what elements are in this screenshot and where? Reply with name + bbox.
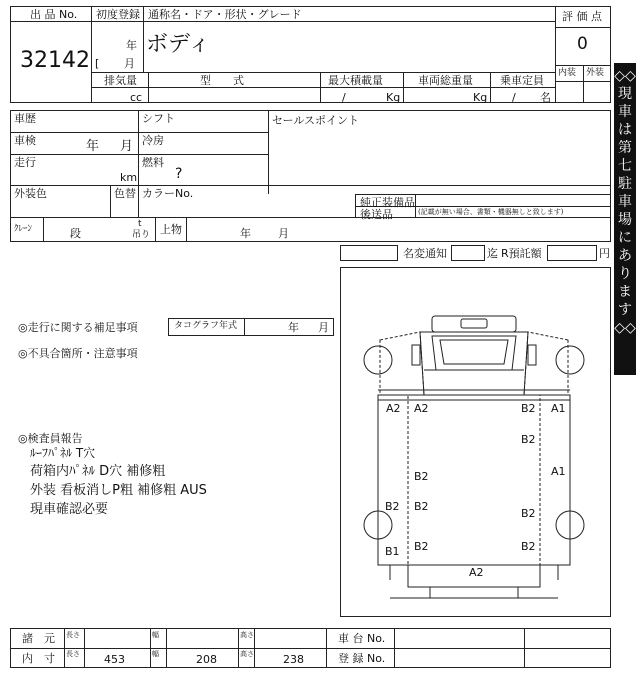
report-line-2: 荷箱内ﾊﾟﾈﾙ D穴 補修粗 [30, 464, 166, 479]
height-label: 高さ [240, 631, 254, 639]
max-load-slash: / [342, 91, 346, 104]
upper-body-year: 年 [240, 227, 251, 240]
yen-unit: 円 [599, 247, 610, 260]
model-label: 型 式 [200, 74, 244, 87]
name-change-label: 名変通知 [403, 247, 447, 260]
displacement-label: 排気量 [104, 74, 137, 87]
damage-mark: B2 [414, 540, 429, 553]
report-line-4: 現車確認必要 [30, 502, 109, 517]
inspection-month: 月 [120, 139, 134, 154]
fuel-label: 燃料 [142, 156, 164, 169]
upper-body-label: 上物 [160, 223, 182, 236]
registration-no-label: 登 録 No. [338, 652, 386, 665]
length-label: 長さ [66, 650, 80, 658]
tachograph-month: 月 [318, 321, 329, 334]
height-label: 高さ [240, 650, 254, 658]
recycle-deposit-box [547, 245, 597, 261]
ac-label: 冷房 [142, 134, 164, 147]
interior-score-label: 内装 [558, 68, 577, 78]
report-line-1: ﾙｰﾌﾊﾟﾈﾙ T穴 [30, 446, 96, 460]
damage-mark: A1 [551, 465, 566, 478]
car-name-value: ボディ [146, 32, 211, 57]
lot-number: 32142 [20, 48, 90, 73]
inner-length-value: 453 [104, 653, 125, 666]
damage-mark: B2 [521, 402, 536, 415]
chassis-no-label: 車 台 No. [338, 632, 386, 645]
defect-notes-label: ◎不具合箇所・注意事項 [18, 347, 138, 360]
capacity-label: 乗車定員 [500, 74, 544, 87]
displacement-unit: cc [130, 91, 143, 104]
damage-mark: B1 [385, 545, 400, 558]
exterior-color-label: 外装色 [14, 187, 47, 200]
mileage-unit: km [120, 171, 138, 184]
color-no-label: カラーNo. [142, 187, 194, 200]
inner-height-value: 238 [283, 653, 304, 666]
tachograph-label: タコグラフ年式 [174, 321, 238, 331]
sales-point-label: セールスポイント [272, 114, 360, 127]
later-items-label: 後送品 [360, 208, 393, 221]
vehicle-diagram-frame [340, 267, 611, 617]
damage-mark: B2 [521, 433, 536, 446]
name-change-box [451, 245, 485, 261]
width-label: 幅 [152, 631, 159, 639]
inspection-year: 年 [86, 139, 100, 154]
width-label: 幅 [152, 650, 159, 658]
damage-mark: A2 [386, 402, 401, 415]
name-change-until-label: 迄 [487, 247, 498, 260]
car-name-label: 通称名・ドア・形状・グレード [148, 8, 302, 21]
first-reg-bracket: [ [95, 57, 100, 70]
first-reg-year-unit: 年 [126, 39, 137, 52]
inspection-label: 車検 [14, 134, 36, 147]
inner-width-value: 208 [196, 653, 217, 666]
crane-ton-unit: t [138, 219, 142, 229]
location-banner: ◇◇現車は第七駐車場にあります◇◇ [614, 63, 636, 375]
damage-mark: B2 [385, 500, 400, 513]
lot-no-label: 出 品 No. [30, 8, 78, 21]
history-label: 車歴 [14, 112, 36, 125]
driving-notes-label: ◎走行に関する補足事項 [18, 321, 138, 334]
damage-mark: A1 [551, 402, 566, 415]
max-load-unit: Kg [386, 91, 401, 104]
gross-weight-unit: Kg [473, 91, 488, 104]
capacity-unit: 名 [540, 91, 551, 104]
genuine-equipment-label: 純正装備品 [360, 196, 415, 209]
crane-label: ｸﾚｰﾝ [14, 224, 33, 234]
notice-blank-box [340, 245, 398, 261]
shift-label: シフト [142, 112, 175, 125]
damage-mark: B2 [414, 470, 429, 483]
tachograph-year: 年 [288, 321, 299, 334]
gross-weight-label: 車両総重量 [418, 74, 473, 87]
color-change-label: 色替 [114, 187, 136, 200]
upper-body-month: 月 [278, 227, 289, 240]
length-label: 長さ [66, 631, 80, 639]
damage-mark: A2 [414, 402, 429, 415]
first-registration-label: 初度登録 [96, 8, 140, 21]
damage-mark: B2 [414, 500, 429, 513]
crane-steps-unit: 段 [70, 227, 81, 240]
fuel-value: ? [175, 166, 183, 182]
damage-mark: B2 [521, 540, 536, 553]
exterior-score-label: 外装 [586, 68, 605, 78]
first-reg-month-unit: 月 [124, 57, 135, 70]
mileage-label: 走行 [14, 156, 36, 169]
damage-mark: A2 [469, 566, 484, 579]
inspector-report-label: ◎検査員報告 [18, 432, 83, 445]
max-load-label: 最大積載量 [328, 74, 383, 87]
capacity-slash: / [512, 91, 516, 104]
score-label: 評 価 点 [562, 10, 602, 23]
score-value: 0 [577, 34, 588, 54]
inner-dimensions-label: 内 寸 [22, 652, 55, 665]
recycle-deposit-label: R預託額 [501, 247, 542, 260]
specs-label: 諸 元 [22, 632, 55, 645]
later-items-note: (記載が無い場合、書類・機器無しと致します) [418, 208, 564, 216]
report-line-3: 外装 看板消しP粗 補修粗 AUS [30, 483, 207, 498]
damage-mark: B2 [521, 507, 536, 520]
details-frame [10, 110, 611, 242]
crane-hang-unit: 吊り [132, 230, 151, 240]
